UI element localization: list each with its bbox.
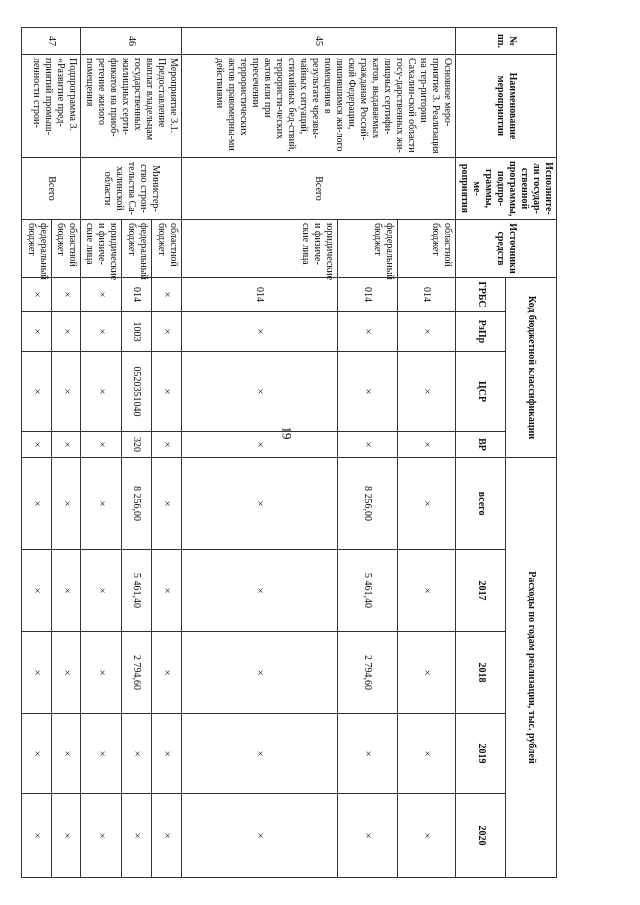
row45-source-legal: юридические и физиче-ские лица [182, 220, 338, 278]
header-2020: 2020 [456, 794, 507, 878]
header-2019: 2019 [456, 714, 507, 794]
row45-name: Основное меро-приятие 3. Реализация на тер-ритории Сахалин-ской области госу-дарственных жи-лищных сертифи-катов, выдаваемых гражданам Россий-ской Федерации, лишившимся жи-лого помещения в результате чрезвы-чайных ситуаций, стихийных бед-ствий, террористи-ческих актов или при пресечении террористических актов правомерны-ми действиями [182, 55, 456, 158]
cross-mark: × [338, 714, 398, 794]
row47-source-regional: областной бюджет [52, 220, 81, 278]
row46-vr-federal: 320 [122, 432, 152, 458]
cross-mark: × [22, 278, 52, 312]
row46-source-legal: юридические и физиче-ские лица [81, 220, 122, 278]
row46-name: Мероприятие 3.1. Предоставление выплат владельцам государственных жилищных серти-фикатов на приоб-ретение жилого помещения [81, 55, 182, 158]
page-number: 19 [279, 426, 295, 440]
cross-mark: × [52, 794, 81, 878]
header-name: Наименование мероприятия [456, 55, 557, 158]
row45-federal-2018: 2 794,60 [338, 632, 398, 714]
cross-mark: × [182, 352, 338, 432]
row46-grbs-federal: 014 [122, 278, 152, 312]
row45-grbs-regional: 014 [398, 278, 456, 312]
cross-mark: × [81, 312, 122, 352]
cross-mark: × [22, 352, 52, 432]
cross-mark: × [398, 312, 456, 352]
header-total: всего [456, 458, 507, 550]
header-vr: ВР [456, 432, 507, 458]
row45-source-regional: областной бюджет [398, 220, 456, 278]
cross-mark: × [182, 312, 338, 352]
row45-source-federal: федеральный бюджет [338, 220, 398, 278]
cross-mark: × [152, 794, 182, 878]
header-csr: ЦСР [456, 352, 507, 432]
cross-mark: × [52, 352, 81, 432]
row45-federal-2017: 5 461,40 [338, 550, 398, 632]
header-rzpr: РзПр [456, 312, 507, 352]
row46-source-regional: областной бюджет [152, 220, 182, 278]
cross-mark: × [52, 714, 81, 794]
cross-mark: × [81, 632, 122, 714]
row47-source-federal: федеральный бюджет [22, 220, 52, 278]
cross-mark: × [398, 432, 456, 458]
header-budget-code: Код бюджетной классификации [506, 278, 557, 458]
cross-mark: × [338, 794, 398, 878]
cross-mark: × [182, 632, 338, 714]
budget-table [21, 27, 557, 878]
row46-federal-2018: 2 794,60 [122, 632, 152, 714]
cross-mark: × [182, 714, 338, 794]
row45-executor: Всего [182, 158, 456, 220]
cross-mark: × [182, 550, 338, 632]
row47-num: 47 [22, 28, 81, 55]
cross-mark: × [182, 458, 338, 550]
cross-mark: × [398, 714, 456, 794]
cross-mark: × [152, 278, 182, 312]
cross-mark: × [81, 714, 122, 794]
cross-mark: × [22, 312, 52, 352]
cross-mark: × [22, 432, 52, 458]
header-grbs: ГРБС [456, 278, 507, 312]
row46-rzpr-federal: 1003 [122, 312, 152, 352]
cross-mark: × [398, 550, 456, 632]
cross-mark: × [22, 550, 52, 632]
cross-mark: × [398, 352, 456, 432]
cross-mark: × [122, 794, 152, 878]
cross-mark: × [81, 352, 122, 432]
cross-mark: × [52, 632, 81, 714]
row46-federal-2017: 5 461,40 [122, 550, 152, 632]
cross-mark: × [52, 312, 81, 352]
row46-csr-federal: 0520351040 [122, 352, 152, 432]
cross-mark: × [398, 794, 456, 878]
row46-num: 46 [81, 28, 182, 55]
cross-mark: × [22, 458, 52, 550]
cross-mark: × [152, 458, 182, 550]
row45-num: 45 [182, 28, 456, 55]
cross-mark: × [81, 458, 122, 550]
cross-mark: × [52, 278, 81, 312]
rotated-table-container [26, 27, 557, 877]
header-executor: Исполните-ли государ-ственной программы, подпро-граммы, ме-роприятия [456, 158, 557, 220]
table-row [398, 28, 456, 878]
cross-mark: × [52, 432, 81, 458]
cross-mark: × [152, 632, 182, 714]
row46-executor: Министер-ство строи-тельства Са-халинской области [81, 158, 182, 220]
cross-mark: × [152, 312, 182, 352]
row46-source-federal: федеральный бюджет [122, 220, 152, 278]
table-row [152, 28, 182, 878]
row45-federal-total: 8 256,00 [338, 458, 398, 550]
cross-mark: × [52, 550, 81, 632]
row45-grbs-legal: 014 [182, 278, 338, 312]
row47-executor: Всего [22, 158, 81, 220]
table-row [52, 28, 81, 878]
cross-mark: × [338, 352, 398, 432]
cross-mark: × [22, 632, 52, 714]
cross-mark: × [152, 432, 182, 458]
cross-mark: × [52, 458, 81, 550]
header-sources: Источники средств [456, 220, 557, 278]
row47-name: Подпрограмма 3. «Развитие пред-приятий промыш-ленности строи- [22, 55, 81, 158]
cross-mark: × [152, 550, 182, 632]
header-2018: 2018 [456, 632, 507, 714]
header-num: № пп. [456, 28, 557, 55]
cross-mark: × [338, 312, 398, 352]
cross-mark: × [338, 432, 398, 458]
cross-mark: × [152, 352, 182, 432]
cross-mark: × [398, 458, 456, 550]
cross-mark: × [152, 714, 182, 794]
cross-mark: × [22, 794, 52, 878]
header-expenses: Расходы по годам реализации, тыс. рублей [506, 458, 557, 878]
cross-mark: × [81, 550, 122, 632]
cross-mark: × [122, 714, 152, 794]
row45-grbs-federal: 014 [338, 278, 398, 312]
cross-mark: × [22, 714, 52, 794]
cross-mark: × [182, 794, 338, 878]
cross-mark: × [398, 632, 456, 714]
cross-mark: × [81, 794, 122, 878]
cross-mark: × [81, 278, 122, 312]
cross-mark: × [182, 432, 338, 458]
cross-mark: × [81, 432, 122, 458]
header-2017: 2017 [456, 550, 507, 632]
row46-federal-total: 8 256,00 [122, 458, 152, 550]
